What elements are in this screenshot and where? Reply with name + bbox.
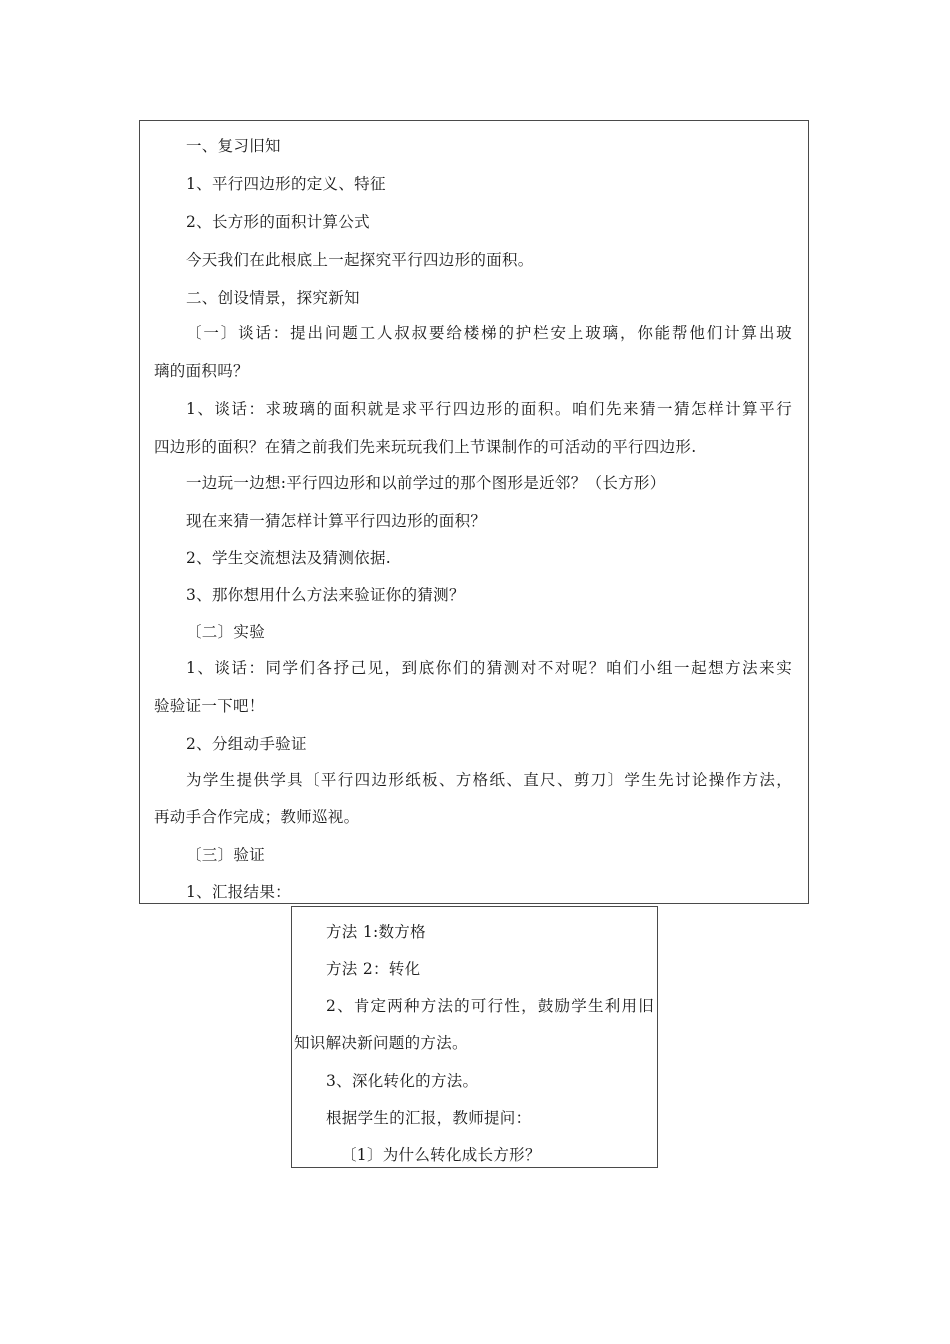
text-line: 〔一〕谈话：提出问题工人叔叔要给楼梯的护栏安上玻璃，你能帮他们计算出玻: [186, 324, 792, 342]
text-line: 方法 1:数方格: [326, 923, 426, 941]
text-line: 再动手合作完成；教师巡视。: [154, 808, 360, 826]
text-line: 璃的面积吗？: [154, 362, 249, 380]
text-line: 一边玩一边想:平行四边形和以前学过的那个图形是近邻？（长方形）: [186, 474, 666, 492]
text-line: 验验证一下吧！: [154, 697, 265, 715]
text-line: 今天我们在此根底上一起探究平行四边形的面积。: [186, 251, 534, 269]
text-line: 方法 2：转化: [326, 960, 421, 978]
text-line: 3、深化转化的方法。: [326, 1072, 479, 1090]
text-line: 2、长方形的面积计算公式: [186, 213, 370, 231]
text-line: 2、学生交流想法及猜测依据.: [186, 549, 391, 567]
text-line: 为学生提供学具〔平行四边形纸板、方格纸、直尺、剪刀〕学生先讨论操作方法，: [186, 771, 792, 789]
text-line: 〔1〕为什么转化成长方形？: [341, 1146, 541, 1164]
text-line: 根据学生的汇报，教师提问：: [326, 1109, 532, 1127]
text-line: 2、分组动手验证: [186, 735, 307, 753]
text-line: 1、谈话：同学们各抒己见，到底你们的猜测对不对呢？咱们小组一起想方法来实: [186, 659, 792, 677]
heading-new-knowledge: 二、创设情景，探究新知: [186, 289, 360, 307]
text-line: 1、平行四边形的定义、特征: [186, 175, 386, 193]
text-line: 1、谈话：求玻璃的面积就是求平行四边形的面积。咱们先来猜一猜怎样计算平行: [186, 400, 792, 418]
text-line: 现在来猜一猜怎样计算平行四边形的面积？: [186, 512, 487, 530]
text-line: 四边形的面积？在猜之前我们先来玩玩我们上节课制作的可活动的平行四边形.: [154, 438, 697, 456]
text-line: 知识解决新问题的方法。: [294, 1034, 468, 1052]
text-line: 2、肯定两种方法的可行性，鼓励学生利用旧: [326, 997, 654, 1015]
heading-verification: 〔三〕验证: [186, 846, 266, 864]
text-line: 1、汇报结果：: [186, 883, 291, 901]
heading-experiment: 〔二〕实验: [186, 623, 266, 641]
text-line: 3、那你想用什么方法来验证你的猜测？: [186, 586, 465, 604]
heading-review: 一、复习旧知: [186, 137, 281, 155]
